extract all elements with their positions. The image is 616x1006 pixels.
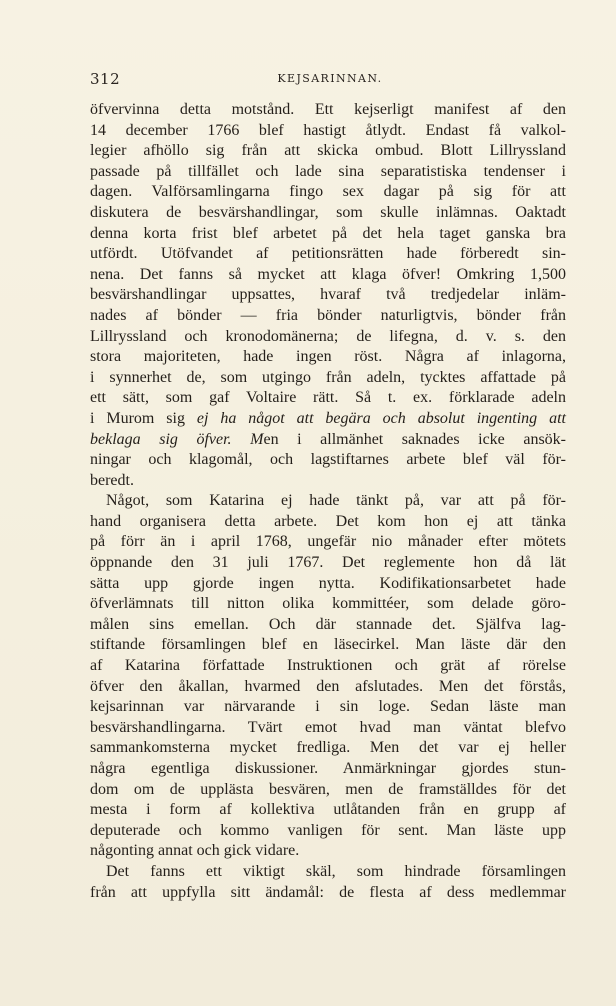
running-head: KEJSARINNAN. <box>277 72 383 85</box>
text-line: öfvervinna detta motstånd. Ett kejserligt manifest af den <box>90 101 566 118</box>
text-line: mesta i form af kollektiva utlåtanden från en grupp af <box>90 801 566 819</box>
text-line: besvärshandlingar uppsattes, hvaraf två tredjedelar inläm- <box>90 286 566 304</box>
text-line: några egentliga diskussioner. Anmärkningar gjordes stun- <box>90 760 566 777</box>
text-line: på förr än i april 1768, ungefär nio månader efter mötets <box>90 533 566 551</box>
text-line: målen sins emellan. Och där stannade det. Själfva lag- <box>90 615 566 633</box>
text-line: deputerade och kommo vanligen för sent. Man läste upp <box>90 821 566 839</box>
text-line: passade på tillfället och lade sina separatistiska tendenser i <box>90 162 566 180</box>
text-line: öppnande den 31 juli 1767. Det reglemente hon då lät <box>90 554 566 572</box>
text-line: dagen. Valförsamlingarna fingo sex dagar på sig för att <box>90 183 566 201</box>
text-line: beredt. <box>90 471 134 489</box>
text-line: utfördt. Utöfvandet af petitionsrätten hade förberedt sin- <box>90 245 566 263</box>
text-line: sätta upp gjorde ingen nytta. Kodifikationsarbetet hade <box>90 574 566 592</box>
text-line: nena. Det fanns så mycket att klaga öfver! Omkring 1,500 <box>90 265 566 283</box>
text-line: ningar och klagomål, och lagstiftarnes arbete blef väl för- <box>90 451 566 469</box>
text-line: hand organisera detta arbete. Det kom hon ej att tänka <box>90 512 566 530</box>
text-line: Lillryssland och kronodomänerna; de lifegna, d. v. s. den <box>90 327 566 345</box>
text-line: kejsarinnan var närvarande i sin loge. Sedan läste man <box>90 698 566 716</box>
text-line: beklaga sig öfver. Men i allmänhet saknades icke ansök- <box>90 430 567 448</box>
text-line: Det fanns ett viktigt skäl, som hindrade församlingen <box>106 862 566 880</box>
page-number: 312 <box>90 70 121 88</box>
text-line: Något, som Katarina ej hade tänkt på, var att på för- <box>106 492 566 510</box>
text-line: legier afhöllo sig från att skicka ombud. Blott Lillryssland <box>90 142 566 160</box>
text-line: sammankomsterna mycket fredliga. Men det var ej heller <box>90 739 566 757</box>
text-line: denna korta frist blef arbetet på det hela taget ganska bra <box>90 224 566 242</box>
body-text <box>90 100 566 903</box>
text-line: stora majoriteten, hade ingen röst. Några af inlagorna, <box>90 348 566 366</box>
text-line: besvärshandlingarna. Tvärt emot hvad man väntat blefvo <box>90 718 566 736</box>
text-line: af Katarina författade Instruktionen och grät af rörelse <box>90 657 566 675</box>
text-line: dom om de upplästa besvären, men de framställdes för det <box>90 780 566 798</box>
text-line: 14 december 1766 blef hastigt åtlydt. Endast få valkol- <box>90 121 566 139</box>
text-line: nades af bönder — fria bönder naturligtvis, bönder från <box>90 306 566 324</box>
text-line: från att uppfylla sitt ändamål: de flesta af dess medlemmar <box>90 883 566 901</box>
text-line: i synnerhet de, som utgingo från adeln, tycktes affattade på <box>90 368 566 386</box>
text-line: stiftande församlingen blef en läsecirkel. Man läste där den <box>90 636 566 654</box>
text-line: öfver den åkallan, hvarmed den afslutades. Men det förstås, <box>90 677 566 695</box>
text-line: ett sätt, som gaf Voltaire rätt. Så t. ex. förklarade adeln <box>90 389 566 407</box>
page-header <box>90 70 570 90</box>
text-line: i Murom sig ej ha något att begära och absolut ingenting att <box>90 409 566 427</box>
text-line: någonting annat och gick vidare. <box>90 842 300 860</box>
text-line: diskutera de besvärshandlingar, som skulle inlämnas. Oaktadt <box>90 203 566 221</box>
text-line: öfverlämnats till nitton olika kommittéer, som delade göro- <box>90 595 566 613</box>
